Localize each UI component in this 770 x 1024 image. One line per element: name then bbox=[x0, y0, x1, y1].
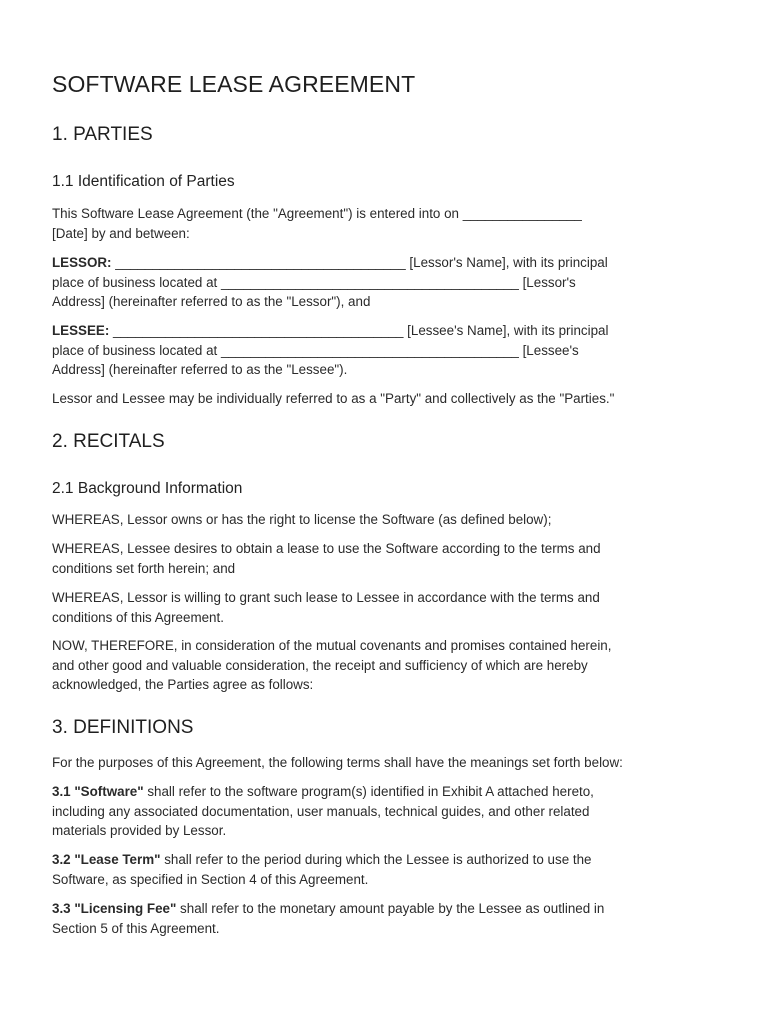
subsection-heading-background: 2.1 Background Information bbox=[52, 480, 243, 497]
document-title: SOFTWARE LEASE AGREEMENT bbox=[52, 71, 416, 97]
section-heading-parties: 1. PARTIES bbox=[52, 124, 153, 145]
definition-lease-term-label: 3.2 "Lease Term" bbox=[52, 852, 161, 867]
definition-licensing-fee-label: 3.3 "Licensing Fee" bbox=[52, 901, 177, 916]
whereas-2-line-2: conditions set forth herein; and bbox=[52, 560, 236, 576]
whereas-2-line-1: WHEREAS, Lessee desires to obtain a lease to use the Software according to the terms and bbox=[52, 541, 601, 556]
definition-software-line-2: including any associated documentation, user manuals, technical guides, and other related bbox=[52, 803, 590, 819]
definition-licensing-fee bbox=[52, 899, 720, 938]
definition-lease-term-line-2: Software, as specified in Section 4 of this Agreement. bbox=[52, 871, 369, 887]
lessor-line-2: place of business located at ________________________________________ [Lessor's bbox=[52, 274, 576, 290]
lessee-line-1: _______________________________________ [Lessee's Name], with its principal bbox=[109, 323, 609, 338]
lessee-line-3: Address] (hereinafter referred to as the "Lessee"). bbox=[52, 362, 348, 377]
whereas-3-line-2: conditions of this Agreement. bbox=[52, 609, 224, 625]
party-note-paragraph: Lessor and Lessee may be individually referred to as a "Party" and collectively as the "Parties." bbox=[52, 391, 615, 406]
definition-lease-term-line-1: shall refer to the period during which the Lessee is authorized to use the bbox=[160, 852, 592, 867]
intro-line-1: This Software Lease Agreement (the "Agreement") is entered into on ________________ bbox=[52, 206, 582, 221]
lessee-label: LESSEE: bbox=[52, 323, 110, 338]
lessee-paragraph bbox=[52, 321, 720, 380]
definitions-intro-paragraph: For the purposes of this Agreement, the following terms shall have the meanings set forth below: bbox=[52, 755, 623, 770]
section-heading-definitions: 3. DEFINITIONS bbox=[52, 717, 194, 738]
agreement-intro-paragraph bbox=[52, 204, 720, 243]
definition-software-label: 3.1 "Software" bbox=[52, 784, 144, 799]
whereas-3-line-1: WHEREAS, Lessor is willing to grant such lease to Lessee in accordance with the terms and bbox=[52, 590, 600, 605]
now-line-3: acknowledged, the Parties agree as follows: bbox=[52, 677, 314, 692]
now-line-1: NOW, THEREFORE, in consideration of the mutual covenants and promises contained herein, bbox=[52, 638, 612, 653]
lessor-paragraph bbox=[52, 253, 720, 312]
now-line-2: and other good and valuable consideration, the receipt and sufficiency of which are hereby bbox=[52, 657, 588, 673]
definition-software bbox=[52, 782, 720, 841]
intro-line-2: [Date] by and between: bbox=[52, 225, 190, 241]
definition-licensing-fee-line-1: shall refer to the monetary amount payable by the Lessee as outlined in bbox=[176, 901, 605, 916]
lessor-label: LESSOR: bbox=[52, 255, 112, 270]
definition-licensing-fee-line-2: Section 5 of this Agreement. bbox=[52, 920, 220, 936]
lessor-line-1: _______________________________________ [Lessor's Name], with its principal bbox=[111, 255, 608, 270]
lessee-line-2: place of business located at ________________________________________ [Lessee's bbox=[52, 342, 579, 358]
definition-software-line-1: shall refer to the software program(s) identified in Exhibit A attached hereto, bbox=[143, 784, 594, 799]
whereas-paragraph-1: WHEREAS, Lessor owns or has the right to license the Software (as defined below); bbox=[52, 512, 552, 527]
now-therefore-paragraph bbox=[52, 636, 720, 695]
whereas-paragraph-2 bbox=[52, 539, 720, 578]
whereas-paragraph-3 bbox=[52, 588, 720, 627]
definition-software-line-3: materials provided by Lessor. bbox=[52, 823, 227, 838]
subsection-heading-identification: 1.1 Identification of Parties bbox=[52, 173, 235, 190]
section-heading-recitals: 2. RECITALS bbox=[52, 431, 165, 452]
definition-lease-term bbox=[52, 850, 720, 889]
lessor-line-3: Address] (hereinafter referred to as the "Lessor"), and bbox=[52, 294, 371, 309]
